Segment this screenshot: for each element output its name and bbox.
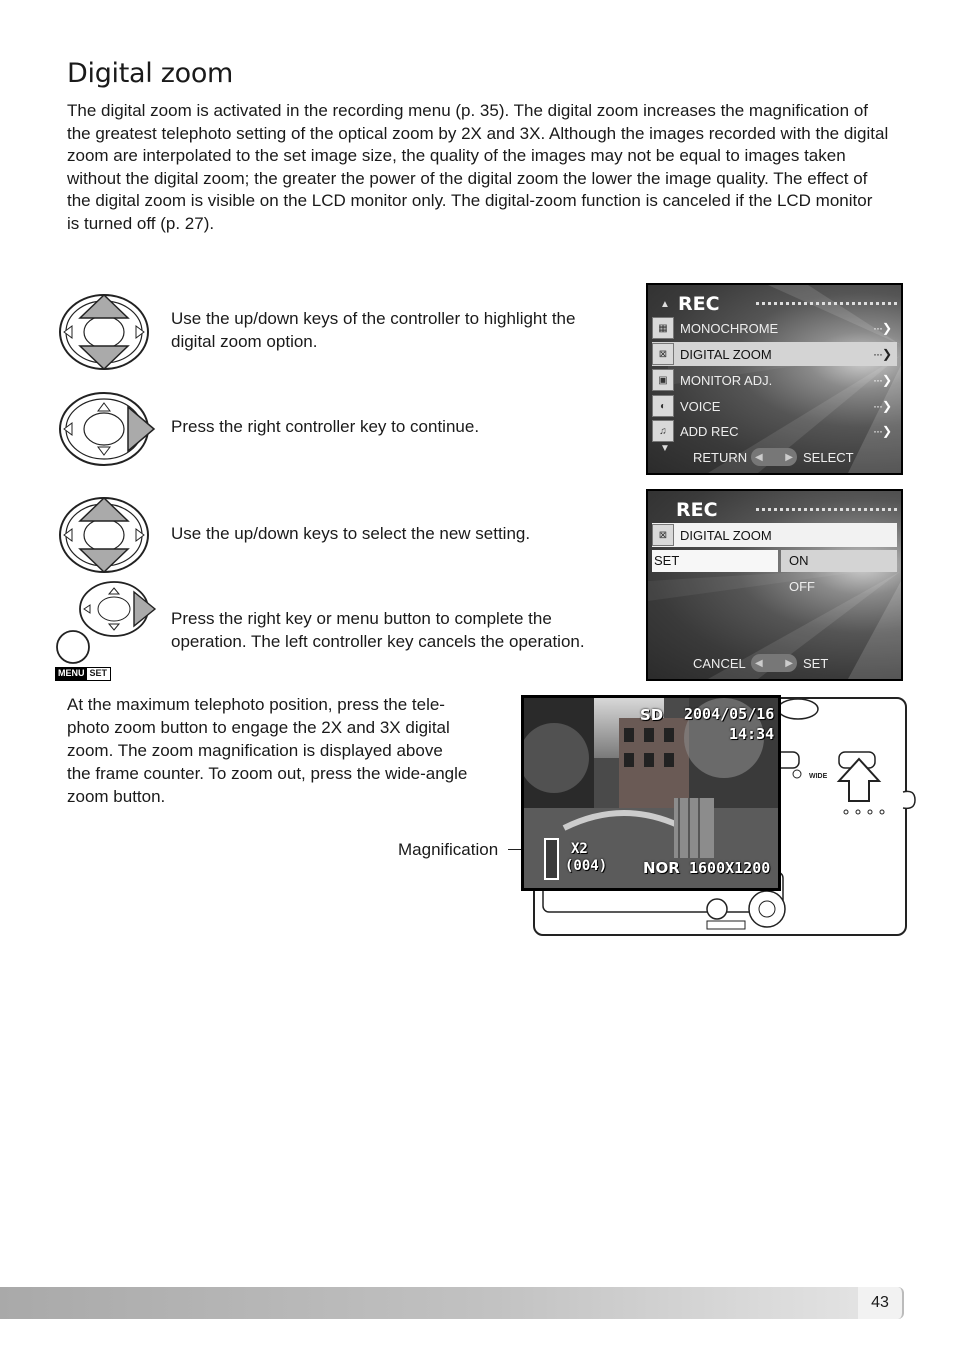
menu-item-label: DIGITAL ZOOM [680,346,772,362]
digital-zoom-screen [646,489,903,681]
menu-item-monochrome[interactable] [652,316,897,340]
option-on[interactable]: ON [781,550,897,572]
page-number: 43 [858,1287,904,1319]
telephoto-line: At the maximum telephoto position, press the tele- [67,695,445,714]
setting-name: DIGITAL ZOOM [680,527,772,543]
svg-text:WIDE: WIDE [809,773,828,780]
quality-indicator: NOR [643,859,680,877]
chevron-right-icon: ···❯ [872,321,891,335]
option-off[interactable]: OFF [789,579,815,594]
controller-up-down-icon [58,496,150,574]
controller-up-down-icon [58,293,150,371]
footer-select: SELECT [803,450,854,465]
step-4-text: Press the right key or menu button to complete the operation. The left controller key cancels the operation. [171,609,585,651]
set-label: SET [89,668,108,678]
left-right-key-icon: ◀ ▶ [751,654,797,672]
menu-item-label: ADD REC [680,423,739,439]
rec-title: REC [676,499,718,521]
title-dots [756,302,897,305]
scroll-up-icon: ▲ [660,299,670,310]
step-1-text: Use the up/down keys of the controller to highlight the digital zoom option. [171,309,576,351]
menu-item-label: MONITOR ADJ. [680,372,773,388]
magnification-label: Magnification [398,840,499,859]
menu-item-label: MONOCHROME [680,320,779,336]
telephoto-line: zoom button. [67,787,166,806]
sd-card-indicator: SD [640,706,664,724]
menu-set-label [55,667,111,681]
time-display: 14:34 [729,725,775,743]
menu-button-icon [55,629,91,665]
lcd-monitor [521,695,781,891]
telephoto-line: the frame counter. To zoom out, press the wide-angle [67,764,468,783]
digital-zoom-icon: ⊠ [652,524,674,546]
chevron-right-icon: ···❯ [872,347,891,361]
intro-paragraph: The digital zoom is activated in the recording menu (p. 35). The digital zoom increases the magnification of the greatest telephoto setting of the optical zoom by 2X and 3X. Although the images recorded with the digital zoom are interpolated to the set image size, the quality of the images may not be equal to images taken without the digital zoom; the greater the power of the digital zoom the lower the image quality. The effect of the digital zoom is visible on the LCD monitor only. The digital-zoom function is canceled if the LCD monitor is turned off (p. 27). [67,101,889,233]
title-dots [756,508,897,511]
menu-item-add-rec[interactable] [652,419,897,443]
telephoto-paragraph [67,693,517,808]
footer-return: RETURN [693,450,748,465]
menu-item-monitor-adj[interactable] [652,368,897,392]
footer-cancel: CANCEL [693,656,746,671]
footer-bar [0,1287,900,1319]
image-size-indicator: 1600X1200 [689,859,771,877]
menu-label: MENU [58,668,85,678]
rec-title: REC [678,293,720,315]
telephoto-line: photo zoom button to engage the 2X and 3X digital [67,718,450,737]
setting-header [652,523,897,547]
chevron-right-icon: ···❯ [872,399,891,413]
footer-set: SET [803,656,829,671]
digital-zoom-icon: ⊠ [652,343,674,365]
frame-counter: (004) [565,858,608,874]
page-title: Digital zoom [67,58,234,89]
add-rec-icon: ♫ [652,420,674,442]
monitor-adj-icon: ▣ [652,369,674,391]
telephoto-line: zoom. The zoom magnification is displayed above [67,741,443,760]
monochrome-icon: ▦ [652,317,674,339]
controller-right-icon [58,391,158,467]
chevron-right-icon: ···❯ [872,424,891,438]
date-display: 2004/05/16 [684,705,775,723]
rec-menu-screen [646,283,903,475]
menu-item-label: VOICE [680,398,721,414]
voice-icon: ◐ [652,395,674,417]
chevron-right-icon: ···❯ [872,373,891,387]
left-right-key-icon: ◀ ▶ [751,448,797,466]
menu-item-voice[interactable] [652,394,897,418]
menu-item-digital-zoom[interactable] [652,342,897,366]
set-row-label: SET [652,550,778,572]
battery-icon [544,838,559,880]
scroll-down-icon: ▼ [660,443,670,454]
zoom-magnification: X2 [571,841,588,857]
step-3-text: Use the up/down keys to select the new setting. [171,524,531,543]
step-2-text: Press the right controller key to continue. [171,417,480,436]
